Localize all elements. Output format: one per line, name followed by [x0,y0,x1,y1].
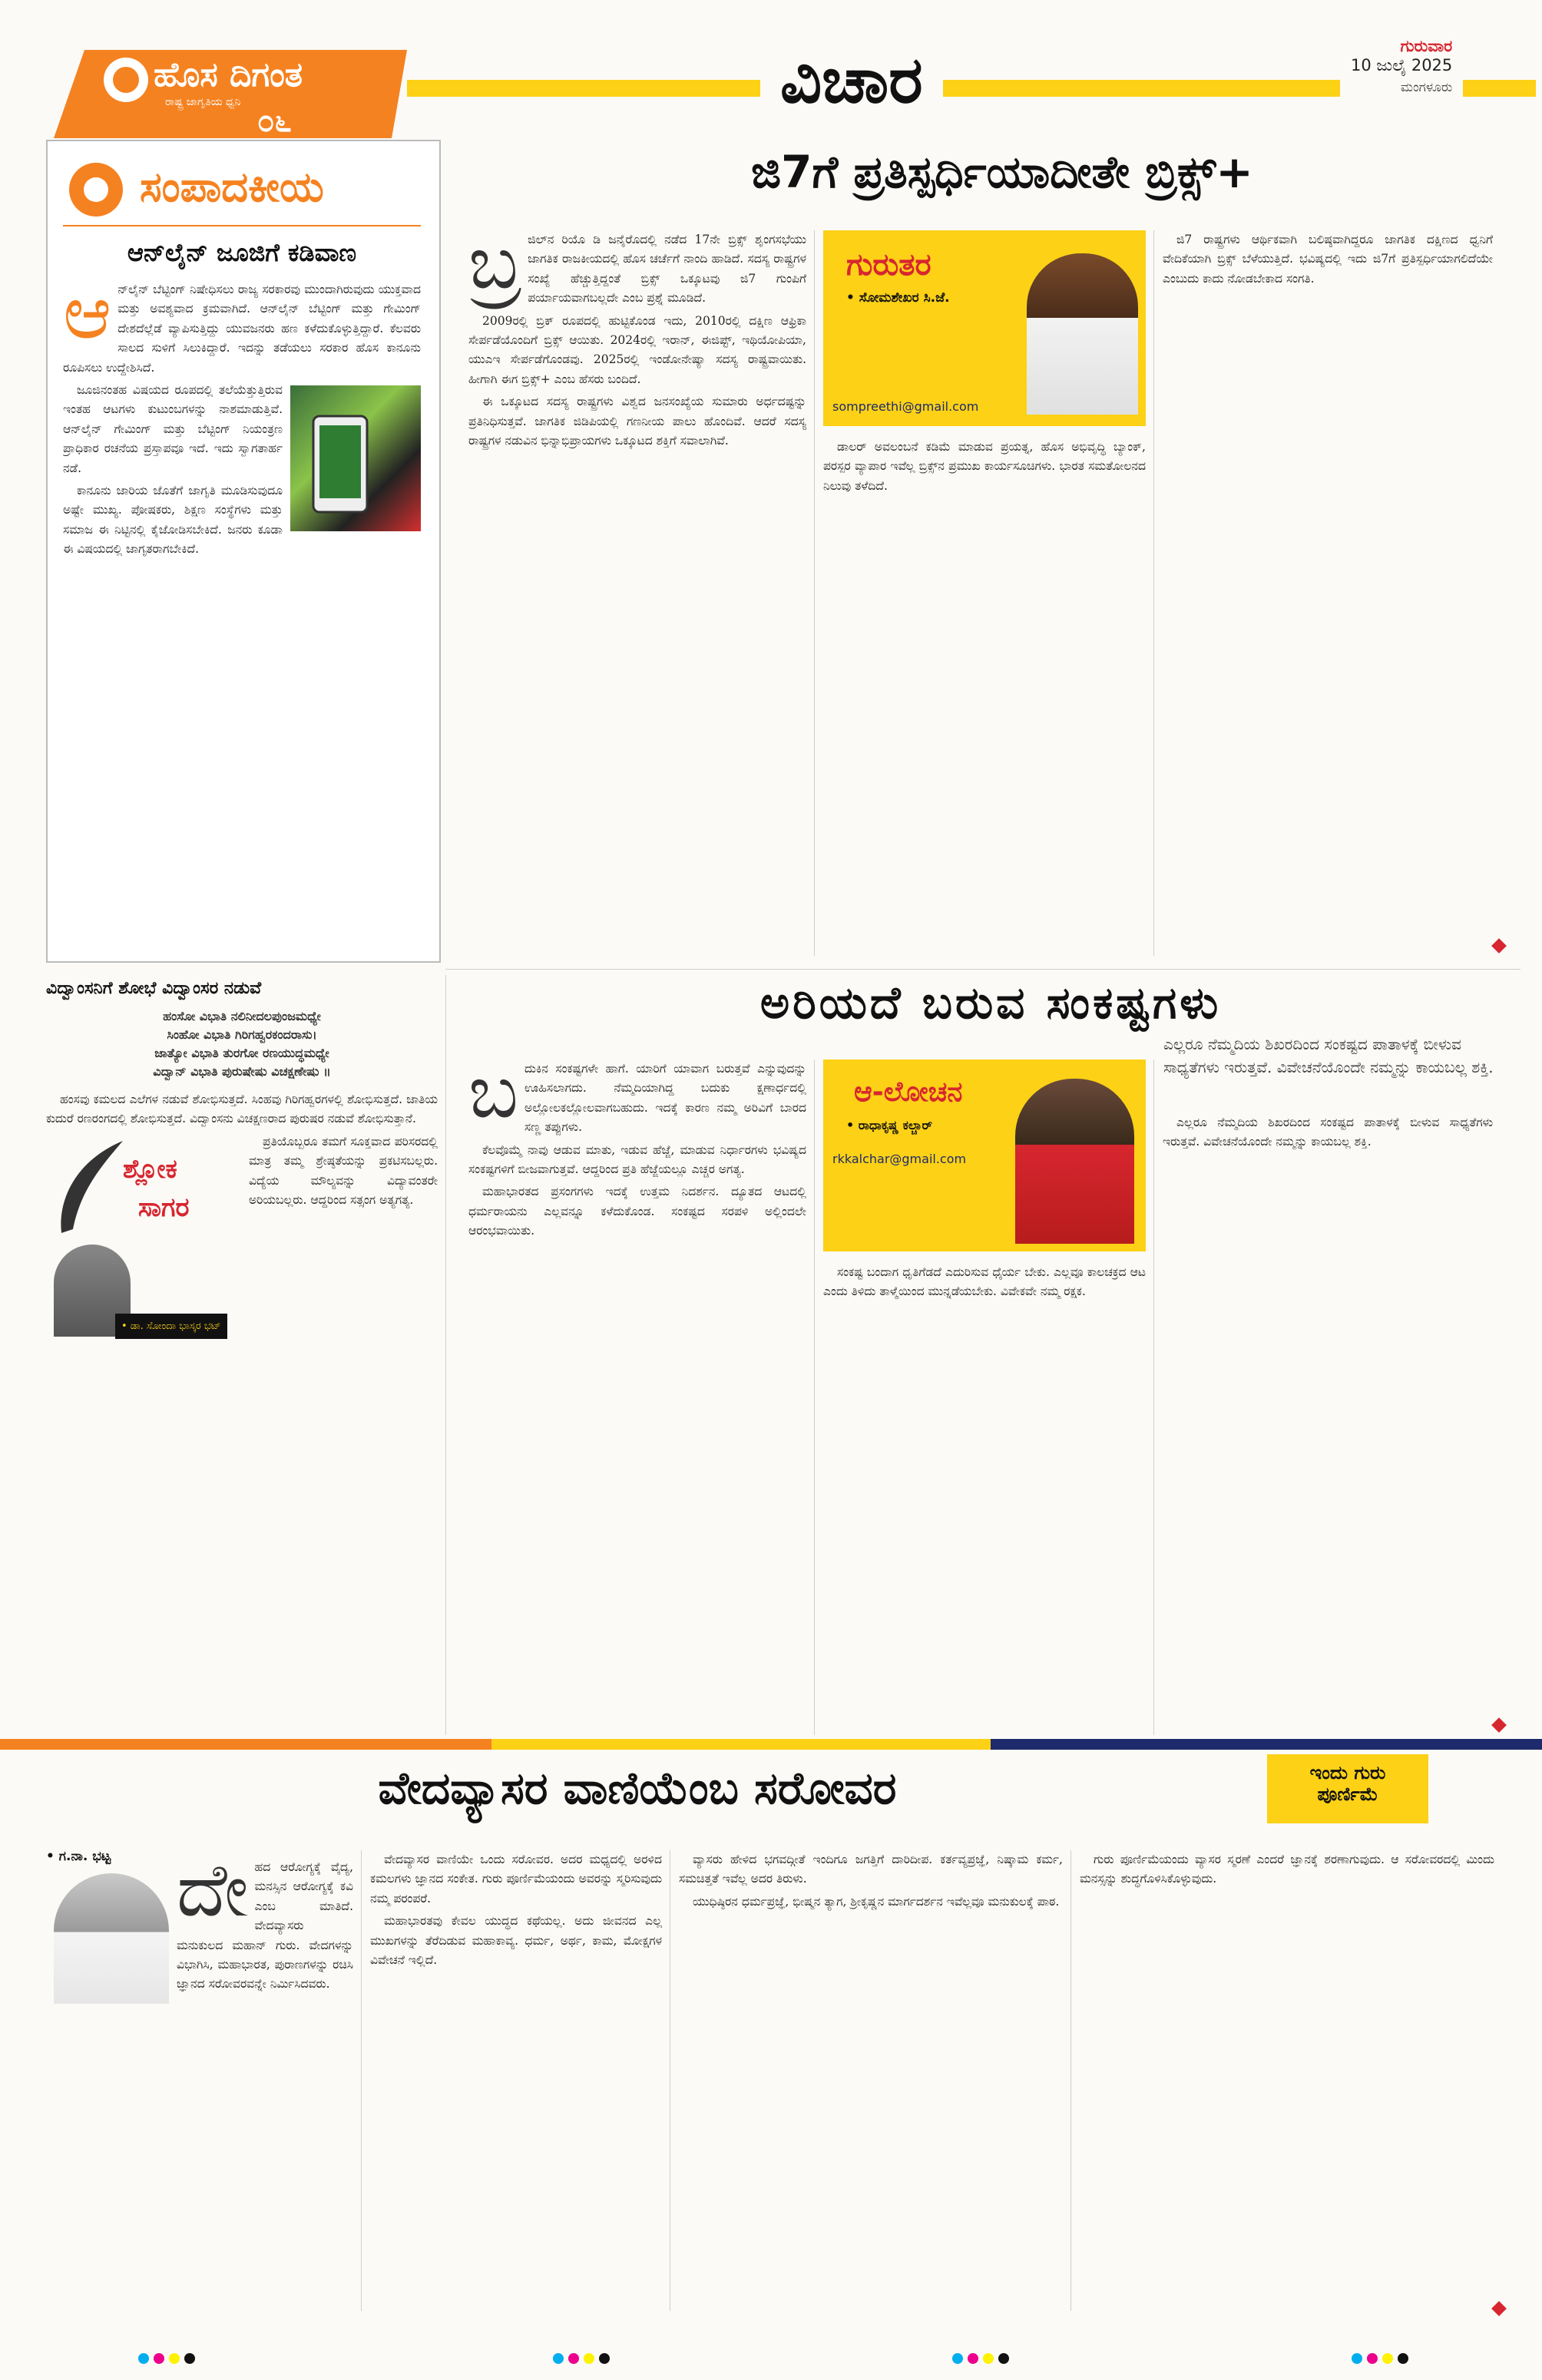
shloka-body [46,1090,438,1735]
article3-paragraph: ಯುಧಿಷ್ಠಿರನ ಧರ್ಮಪ್ರಜ್ಞೆ, ಭೀಷ್ಮನ ತ್ಯಾಗ, ಶ್ರೀಕೃಷ್ಣನ ಮಾರ್ಗದರ್ಶನ ಇವೆಲ್ಲವೂ ಮನುಕುಲಕ್ಕೆ ಪಾಠ. [693,1894,1060,1909]
end-mark-icon [1491,1717,1507,1733]
article2-paragraph: ಮಹಾಭಾರತದ ಪ್ರಸಂಗಗಳು ಇದಕ್ಕೆ ಉತ್ತಮ ನಿದರ್ಶನ. ದ್ಯೂತದ ಆಟದಲ್ಲಿ ಧರ್ಮರಾಯನು ಎಲ್ಲವನ್ನೂ ಕಳೆದುಕೊಂಡ. ಸಂಕಷ್ಟದ ಸರಪಳಿ ಅಲ್ಲಿಂದಲೇ ಆರಂಭವಾಯಿತು. [468,1185,806,1238]
column-rule [1153,1059,1154,1735]
shloka-author: • ಡಾ. ಸೋಂದಾ ಭಾಸ್ಕರ ಭಟ್ [115,1314,227,1339]
article3-tag-line2: ಪೂರ್ಣಿಮೆ [1317,1783,1378,1805]
shloka-verse-line: ವಿದ್ವಾನ್ ವಿಭಾತಿ ಪುರುಷೇಷು ವಿಚಕ್ಷಣೇಷು ॥ [153,1064,331,1079]
editorial-paragraph: ಕಾನೂನು ಜಾರಿಯ ಜೊತೆಗೆ ಜಾಗೃತಿ ಮೂಡಿಸುವುದೂ ಅಷ್ಟೇ ಮುಖ್ಯ. ಪೋಷಕರು, ಶಿಕ್ಷಣ ಸಂಸ್ಥೆಗಳು ಮತ್ತು ಸಮಾಜ ಈ ನಿಟ್ಟಿನಲ್ಲಿ ಕೈಜೋಡಿಸಬೇಕಿದೆ. ಜನರು ಕೂಡಾ ಈ ವಿಷಯದಲ್ಲಿ ಜಾಗೃತರಾಗಬೇಕಿದೆ. [63,484,283,557]
article3-dropcap: ದೇ [177,1858,249,1933]
article1-dropcap: ಬ್ರ [468,230,522,306]
article3-tag [1267,1754,1428,1823]
color-registration-marks [952,2353,1009,2364]
article3-body-col2 [370,1850,662,2311]
day: ಗುರುವಾರ [1400,37,1453,55]
article2-body-right [1163,1113,1493,1735]
article2-paragraph: ಸಂಕಷ್ಟ ಬಂದಾಗ ಧೃತಿಗೆಡದೆ ಎದುರಿಸುವ ಧೈರ್ಯ ಬೇಕು. ಎಲ್ಲವೂ ಕಾಲಚಕ್ರದ ಆಟ ಎಂದು ತಿಳಿದು ತಾಳ್ಮೆಯಿಂದ ಮುನ್ನಡೆಯಬೇಕು. ವಿವೇಕವೇ ನಮ್ಮ ರಕ್ಷಕ. [823,1265,1146,1299]
article1-email: sompreethi@gmail.com [832,399,979,414]
article1-paragraph: ಈ ಒಕ್ಕೂಟದ ಸದಸ್ಯ ರಾಷ್ಟ್ರಗಳು ವಿಶ್ವದ ಜನಸಂಖ್ಯೆಯ ಸುಮಾರು ಅರ್ಧದಷ್ಟನ್ನು ಪ್ರತಿನಿಧಿಸುತ್ತವೆ. ಜಾಗತಿಕ ಜಿಡಿಪಿಯಲ್ಲಿ ಗಣನೀಯ ಪಾಲು ಹೊಂದಿವೆ. ಆದರೆ ಸದಸ್ಯ ರಾಷ್ಟ್ರಗಳ ನಡುವಿನ ಭಿನ್ನಾಭಿಪ್ರಾಯಗಳು ಒಕ್ಕೂಟದ ಶಕ್ತಿಗೆ ಸವಾಲಾಗಿವೆ. [468,395,806,448]
article2-paragraph: ಎಲ್ಲರೂ ನೆಮ್ಮದಿಯ ಶಿಖರದಿಂದ ಸಂಕಷ್ಟದ ಪಾತಾಳಕ್ಕೆ ಬೀಳುವ ಸಾಧ್ಯತೆಗಳು ಇರುತ್ತವೆ. ವಿವೇಚನೆಯೊಂದೇ ನಮ್ಮನ್ನು ಕಾಯಬಲ್ಲ ಶಕ್ತಿ. [1163,1116,1493,1149]
shloka-logo [46,1137,238,1352]
section-title: ವಿಚಾರ [760,42,943,118]
article2-quote: ಎಲ್ಲರೂ ನೆಮ್ಮದಿಯ ಶಿಖರದಿಂದ ಸಂಕಷ್ಟದ ಪಾತಾಳಕ್ಕೆ ಬೀಳುವ ಸಾಧ್ಯತೆಗಳು ಇರುತ್ತವೆ. ವಿವೇಚನೆಯೊಂದೇ ನಮ್ಮನ್ನು ಕಾಯಬಲ್ಲ ಶಕ್ತಿ. [1163,1035,1494,1076]
article2-column-name: ಆ-ಲೋಚನ [854,1076,963,1108]
article1-body-right [1163,230,1493,956]
article2-dropcap: ಬ [468,1059,518,1135]
quill-icon [46,1137,138,1237]
article2-paragraph: ಕೆಲವೊಮ್ಮೆ ನಾವು ಆಡುವ ಮಾತು, ಇಡುವ ಹೆಜ್ಜೆ, ಮಾಡುವ ನಿರ್ಧಾರಗಳು ಭವಿಷ್ಯದ ಸಂಕಷ್ಟಗಳಿಗೆ ಬೀಜವಾಗುತ್ತವೆ. ಆದ್ದರಿಂದ ಪ್ರತಿ ಹೆಜ್ಜೆಯಲ್ಲೂ ಎಚ್ಚರ ಅಗತ್ಯ. [468,1142,806,1177]
article3-author: • ಗ.ನಾ. ಭಟ್ಟ [46,1849,111,1864]
end-mark-icon [1491,938,1507,954]
article2-author-box [823,1059,1146,1251]
column-rule [1070,1850,1071,2311]
article3-paragraph: ವ್ಯಾಸರು ಹೇಳಿದ ಭಗವದ್ಗೀತೆ ಇಂದಿಗೂ ಜಗತ್ತಿಗೆ ದಾರಿದೀಪ. ಕರ್ತವ್ಯಪ್ರಜ್ಞೆ, ನಿಷ್ಕಾಮ ಕರ್ಮ, ಸಮಚಿತ್ತತೆ ಇವೆಲ್ಲ ಅದರ ತಿರುಳು. [679,1853,1063,1886]
city: ಮಂಗಳೂರು [1400,80,1453,95]
editorial-body [63,280,421,940]
article3-paragraph: ವೇದವ್ಯಾಸರ ವಾಣಿಯೇ ಒಂದು ಸರೋವರ. ಅದರ ಮಧ್ಯದಲ್ಲಿ ಅರಳಿದ ಕಮಲಗಳು ಜ್ಞಾನದ ಸಂಕೇತ. ಗುರು ಪೂರ್ಣಿಮೆಯಂದು ಅವರನ್ನು ಸ್ಮರಿಸುವುದು ನಮ್ಮ ಪರಂಪರೆ. [370,1853,662,1906]
shloka-logo-line1: ಶ್ಲೋಕ [123,1153,177,1185]
editorial-label: ಸಂಪಾದಕೀಯ [140,163,324,211]
article2-body-left [468,1059,806,1735]
article1-column-name: ಗುರುತರ [846,247,931,283]
shloka-verse-line: ಸಿಂಹೋ ವಿಭಾತಿ ಗಿರಿಗಹ್ವರಕಂದರಾಸು। [167,1027,317,1042]
column-rule [1153,230,1154,956]
article2-email: rkkalchar@gmail.com [832,1152,967,1166]
article3-body-col3 [679,1850,1063,2311]
article1-paragraph: ಜಿ7 ರಾಷ್ಟ್ರಗಳು ಆರ್ಥಿಕವಾಗಿ ಬಲಿಷ್ಠವಾಗಿದ್ದರೂ ಜಾಗತಿಕ ದಕ್ಷಿಣದ ಧ್ವನಿಗೆ ವೇದಿಕೆಯಾಗಿ ಬ್ರಿಕ್ಸ್ ಬೆಳೆಯುತ್ತಿದೆ. ಭವಿಷ್ಯದಲ್ಲಿ ಇದು ಜಿ7ಗೆ ಪ್ರತಿಸ್ಪರ್ಧಿಯಾಗಲಿದೆಯೇ ಎಂಬುದು ಕಾದು ನೋಡಬೇಕಾದ ಸಂಗತಿ. [1163,233,1493,286]
article1-body-left [468,230,806,956]
article1-paragraph: ಡಾಲರ್ ಅವಲಂಬನೆ ಕಡಿಮೆ ಮಾಡುವ ಪ್ರಯತ್ನ, ಹೊಸ ಅಭಿವೃದ್ಧಿ ಬ್ಯಾಂಕ್, ಪರಸ್ಪರ ವ್ಯಾಪಾರ ಇವೆಲ್ಲ ಬ್ರಿಕ್ಸ್‌ನ ಪ್ರಮುಖ ಕಾರ್ಯಸೂಚಿಗಳು. ಭಾರತ ಸಮತೋಲನದ ನಿಲುವು ತಳೆದಿದೆ. [823,440,1146,493]
column-rule [361,1850,362,2311]
editorial-paragraph: ನ್‌ಲೈನ್ ಬೆಟ್ಟಿಂಗ್ ನಿಷೇಧಿಸಲು ರಾಜ್ಯ ಸರಕಾರವು ಮುಂದಾಗಿರುವುದು ಯುಕ್ತವಾದ ಮತ್ತು ಅವಶ್ಯವಾದ ಕ್ರಮವಾಗಿದೆ. ಆನ್‌ಲೈನ್ ಬೆಟ್ಟಿಂಗ್ ಮತ್ತು ಗೇಮಿಂಗ್ ದೇಶದೆಲ್ಲೆಡೆ ವ್ಯಾಪಿಸುತ್ತಿದ್ದು ಯುವಜನರು ಹಣ ಕಳೆದುಕೊಳ್ಳುತ್ತಿದ್ದಾರೆ. ಕೆಲವರು ಸಾಲದ ಸುಳಿಗೆ ಸಿಲುಕಿದ್ದಾರೆ. ಇದನ್ನು ತಡೆಯಲು ಸರಕಾರ ಹೊಸ ಕಾನೂನು ರೂಪಿಸಲು ಉದ್ದೇಶಿಸಿದೆ. [63,283,421,375]
phone-icon [290,385,421,531]
article3-paragraph: ಗುರು ಪೂರ್ಣಿಮೆಯಂದು ವ್ಯಾಸರ ಸ್ಮರಣೆ ಎಂದರೆ ಜ್ಞಾನಕ್ಕೆ ಶರಣಾಗುವುದು. ಆ ಸರೋವರದಲ್ಲಿ ಮಿಂದು ಮನಸ್ಸನ್ನು ಶುದ್ಧಗೊಳಿಸಿಕೊಳ್ಳುವುದು. [1080,1853,1494,1886]
article1-headline: ಜಿ7ಗೆ ಪ್ರತಿಸ್ಪರ್ಧಿಯಾದೀತೇ ಬ್ರಿಕ್ಸ್+ [751,146,1253,198]
article2-paragraph: ದುಕಿನ ಸಂಕಷ್ಟಗಳೇ ಹಾಗೆ. ಯಾರಿಗೆ ಯಾವಾಗ ಬರುತ್ತವೆ ಎನ್ನುವುದನ್ನು ಊಹಿಸಲಾಗದು. ನೆಮ್ಮದಿಯಾಗಿದ್ದ ಬದುಕು ಕ್ಷಣಾರ್ಧದಲ್ಲಿ ಅಲ್ಲೋಲಕಲ್ಲೋಲವಾಗಬಹುದು. ಇದಕ್ಕೆ ಕಾರಣ ನಮ್ಮ ಅರಿವಿಗೆ ಬಾರದ ಸಣ್ಣ ತಪ್ಪುಗಳು. [524,1062,806,1135]
logo-text: ಹೊಸ ದಿಗಂತ [154,55,303,94]
article3-tag-line1: ಇಂದು ಗುರು [1309,1762,1386,1783]
article2-headline: ಅರಿಯದೆ ಬರುವ ಸಂಕಷ್ಟಗಳು [759,977,1222,1029]
article2-author-photo [1015,1079,1134,1244]
article2-body-mid [823,1263,1146,1735]
shloka-verse-line: ಜಾತ್ಯೋ ವಿಭಾತಿ ತುರಗೋ ರಣಯುದ್ಧಮಧ್ಯೇ [154,1046,329,1060]
date-block [1340,32,1463,100]
column-rule [814,230,815,956]
editorial-dropcap: ಆ [63,280,112,355]
article2-author: • ರಾಧಾಕೃಷ್ಣ ಕಲ್ಚಾರ್ [846,1118,933,1132]
page-number: ೦೬ [257,104,292,139]
color-registration-marks [138,2353,195,2364]
section-rule [445,969,1520,970]
article3-headline: ವೇದವ್ಯಾಸರ ವಾಣಿಯೆಂಬ ಸರೋವರ [378,1762,897,1814]
date: 10 ಜುಲೈ 2025 [1351,56,1453,74]
article1-paragraph: ಜಿಲ್‌ನ ರಿಯೊ ಡಿ ಜನೈರೊದಲ್ಲಿ ನಡೆದ 17ನೇ ಬ್ರಿಕ್ಸ್ ಶೃಂಗಸಭೆಯು ಜಾಗತಿಕ ರಾಜಕೀಯದಲ್ಲಿ ಹೊಸ ಚರ್ಚೆಗೆ ನಾಂದಿ ಹಾಡಿದೆ. ಸದಸ್ಯ ರಾಷ್ಟ್ರಗಳ ಸಂಖ್ಯೆ ಹೆಚ್ಚುತ್ತಿದ್ದಂತೆ ಬ್ರಿಕ್ಸ್ ಒಕ್ಕೂಟವು ಜಿ7 ಗುಂಪಿಗೆ ಪರ್ಯಾಯವಾಗಬಲ್ಲದೇ ಎಂಬ ಪ್ರಶ್ನೆ ಮೂಡಿದೆ. [528,233,806,306]
logo-tagline: ರಾಷ್ಟ್ರ ಜಾಗೃತಿಯ ಧ್ವನಿ [165,96,241,108]
article3-body-col1 [46,1858,353,2311]
shloka-paragraph: ಹಂಸವು ಕಮಲದ ಎಲೆಗಳ ನಡುವೆ ಶೋಭಿಸುತ್ತದೆ. ಸಿಂಹವು ಗಿರಿಗಹ್ವರಗಳಲ್ಲಿ ಶೋಭಿಸುತ್ತದೆ. ಜಾತಿಯ ಕುದುರೆ ರಣರಂಗದಲ್ಲಿ ಶೋಭಿಸುತ್ತದೆ. ವಿದ್ವಾಂಸನು ವಿಚಕ್ಷಣರಾದ ಪುರುಷರ ನಡುವೆ ಶೋಭಿಸುತ್ತಾನೆ. [46,1092,438,1126]
article3-paragraph: ಹದ ಆರೋಗ್ಯಕ್ಕೆ ವೈದ್ಯ, ಮನಸ್ಸಿನ ಆರೋಗ್ಯಕ್ಕೆ ಕವಿ ಎಂಬ ಮಾತಿದೆ. ವೇದವ್ಯಾಸರು ಮನುಕುಲದ ಮಹಾನ್ ಗುರು. ವೇದಗಳನ್ನು ವಿಭಾಗಿಸಿ, ಮಹಾಭಾರತ, ಪುರಾಣಗಳನ್ನು ರಚಿಸಿ ಜ್ಞಾನದ ಸರೋವರವನ್ನೇ ನಿರ್ಮಿಸಿದವರು. [177,1860,353,1992]
article3-body-col4 [1080,1850,1494,2311]
color-registration-marks [553,2353,610,2364]
shloka-logo-line2: ಸಾಗರ [138,1192,190,1223]
shloka-verse-line: ಹಂಸೋ ವಿಭಾತಿ ನಲಿನೀದಲಪುಂಜಮಧ್ಯೇ [163,1009,321,1023]
editorial-paragraph: ಜೂಜಿನಂತಹ ವಿಷಯದ ರೂಪದಲ್ಲಿ ತಲೆಯೆತ್ತುತ್ತಿರುವ ಇಂತಹ ಆಟಗಳು ಕುಟುಂಬಗಳನ್ನು ನಾಶಮಾಡುತ್ತಿವೆ. ಆನ್‌ಲೈನ್ ಗೇಮಿಂಗ್ ಮತ್ತು ಬೆಟ್ಟಿಂಗ್ ನಿಯಂತ್ರಣ ಪ್ರಾಧಿಕಾರ ರಚನೆಯ ಪ್ರಸ್ತಾಪವೂ ಇದೆ. ಇದು ಸ್ವಾಗತಾರ್ಹ ನಡೆ. [63,383,283,475]
editorial-photo [290,385,421,531]
shloka-paragraph: ಪ್ರತಿಯೊಬ್ಬರೂ ತಮಗೆ ಸೂಕ್ತವಾದ ಪರಿಸರದಲ್ಲಿ ಮಾತ್ರ ತಮ್ಮ ಶ್ರೇಷ್ಠತೆಯನ್ನು ಪ್ರಕಟಿಸಬಲ್ಲರು. ವಿದ್ಯೆಯ ಮೌಲ್ಯವನ್ನು ವಿದ್ಯಾವಂತರೇ ಅರಿಯಬಲ್ಲರು. ಆದ್ದರಿಂದ ಸತ್ಸಂಗ ಅತ್ಯಗತ್ಯ. [249,1134,438,1208]
article1-author: • ಸೋಮಶೇಖರ ಸಿ.ಜೆ. [846,290,950,306]
editorial-banner [63,152,421,226]
editorial-headline: ಆನ್‌ಲೈನ್ ಜೂಜಿಗೆ ಕಡಿವಾಣ [127,238,357,267]
article1-author-photo [1027,253,1138,415]
separator-bar [0,1739,1542,1750]
article1-author-box [823,230,1146,426]
article1-body-mid [823,438,1146,956]
article1-paragraph: 2009ರಲ್ಲಿ ಬ್ರಿಕ್ ರೂಪದಲ್ಲಿ ಹುಟ್ಟಿಕೊಂಡ ಇದು, 2010ರಲ್ಲಿ ದಕ್ಷಿಣ ಆಫ್ರಿಕಾ ಸೇರ್ಪಡೆಯೊಂದಿಗೆ ಬ್ರಿಕ್ಸ್ ಆಯಿತು. 2024ರಲ್ಲಿ ಇರಾನ್, ಈಜಿಪ್ಟ್, ಇಥಿಯೋಪಿಯಾ, ಯುಎಇ ಸೇರ್ಪಡೆಗೊಂಡವು. 2025ರಲ್ಲಿ ಇಂಡೋನೇಷ್ಯಾ ಸದಸ್ಯ ರಾಷ್ಟ್ರವಾಯಿತು. ಹೀಗಾಗಿ ಈಗ ಬ್ರಿಕ್ಸ್+ ಎಂಬ ಹೆಸರು ಬಂದಿದೆ. [468,313,806,386]
masthead [0,0,1542,146]
column-rule [445,975,446,1735]
editorial-logo-inner-icon [84,177,108,202]
column-rule [814,1059,815,1735]
color-registration-marks [1352,2353,1408,2364]
logo-emblem-inner-icon [113,67,139,93]
article3-paragraph: ಮಹಾಭಾರತವು ಕೇವಲ ಯುದ್ಧದ ಕಥೆಯಲ್ಲ. ಅದು ಜೀವನದ ಎಲ್ಲ ಮುಖಗಳನ್ನು ತೆರೆದಿಡುವ ಮಹಾಕಾವ್ಯ. ಧರ್ಮ, ಅರ್ಥ, ಕಾಮ, ಮೋಕ್ಷಗಳ ವಿವೇಚನೆ ಇಲ್ಲಿದೆ. [370,1914,662,1968]
shloka-heading: ವಿದ್ವಾಂಸನಿಗೆ ಶೋಭೆ ವಿದ್ವಾಂಸರ ನಡುವೆ [46,979,262,998]
shloka-verse [46,1007,438,1081]
